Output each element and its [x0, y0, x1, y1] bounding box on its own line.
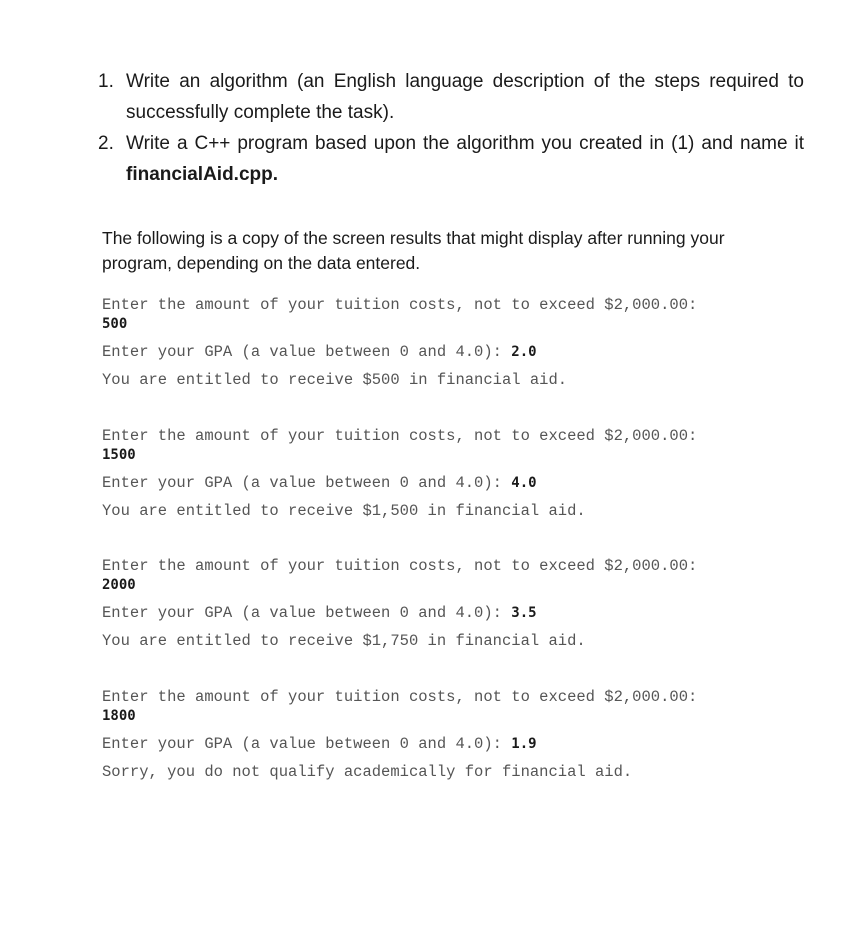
result-message: You are entitled to receive $1,500 in financial aid.	[102, 502, 586, 520]
instruction-text: Write an algorithm (an English language description of the steps required to successfully complete the task).	[126, 71, 804, 123]
tuition-prompt: Enter the amount of your tuition costs, not to exceed $2,000.00:	[102, 427, 698, 445]
gpa-input: 4.0	[511, 475, 537, 491]
gpa-input: 2.0	[511, 344, 537, 360]
gpa-line	[102, 343, 537, 361]
gpa-line	[102, 604, 537, 622]
gpa-input: 1.9	[511, 736, 537, 752]
gpa-prompt: Enter your GPA (a value between 0 and 4.0):	[102, 343, 512, 361]
intro-paragraph: The following is a copy of the screen results that might display after running your program, depending on the data entered.	[102, 228, 725, 273]
list-number: 1.	[98, 71, 114, 92]
instruction-list	[98, 66, 804, 190]
tuition-prompt: Enter the amount of your tuition costs, not to exceed $2,000.00:	[102, 296, 698, 314]
gpa-input: 3.5	[511, 605, 537, 621]
tuition-input: 1500	[102, 447, 136, 463]
gpa-prompt: Enter your GPA (a value between 0 and 4.0):	[102, 474, 512, 492]
instruction-item-1	[98, 66, 804, 128]
result-message: You are entitled to receive $1,750 in financial aid.	[102, 632, 586, 650]
tuition-prompt: Enter the amount of your tuition costs, not to exceed $2,000.00:	[102, 688, 698, 706]
tuition-input: 500	[102, 316, 128, 332]
tuition-input: 1800	[102, 708, 136, 724]
gpa-prompt: Enter your GPA (a value between 0 and 4.0):	[102, 604, 512, 622]
result-message: Sorry, you do not qualify academically for financial aid.	[102, 763, 633, 781]
instruction-text: Write a C++ program based upon the algorithm you created in (1) and name it	[126, 133, 804, 154]
gpa-prompt: Enter your GPA (a value between 0 and 4.0):	[102, 735, 512, 753]
filename: financialAid.cpp.	[126, 164, 279, 185]
result-message: You are entitled to receive $500 in financial aid.	[102, 371, 568, 389]
gpa-line	[102, 735, 537, 753]
list-number: 2.	[98, 133, 114, 154]
gpa-line	[102, 474, 537, 492]
tuition-prompt: Enter the amount of your tuition costs, not to exceed $2,000.00:	[102, 557, 698, 575]
instruction-item-2	[98, 128, 804, 190]
tuition-input: 2000	[102, 577, 136, 593]
